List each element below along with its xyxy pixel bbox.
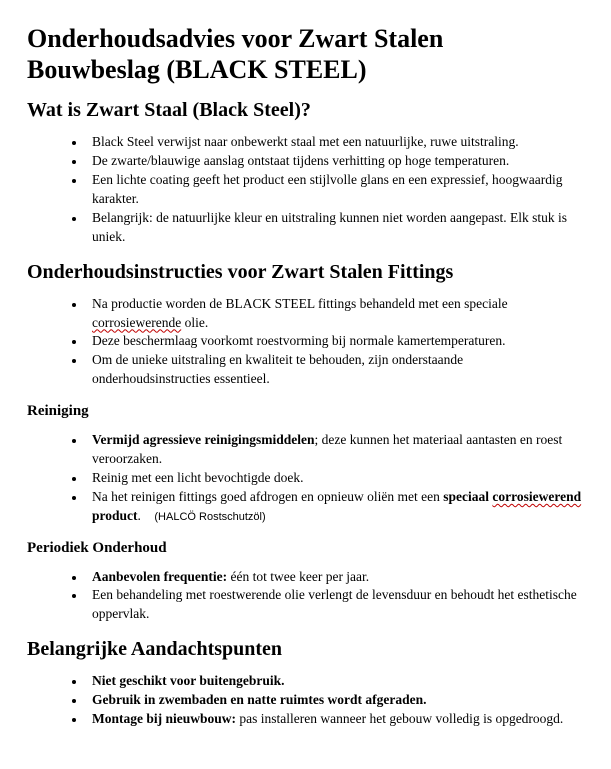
text-run: Montage bij nieuwbouw: [92, 711, 237, 727]
bullet-list [27, 431, 584, 525]
bullet-item [86, 710, 584, 729]
bullet-item [86, 133, 584, 152]
bullet-list [27, 133, 584, 246]
text-run: Om de unieke uitstraling en kwaliteit te behouden, zijn onderstaande onderhoudsinstructies essentieel. [92, 352, 464, 387]
bullet-list [27, 672, 584, 729]
bullet-item [86, 691, 584, 710]
text-run: Na het reinigen fittings goed afdrogen en opnieuw oliën met een [92, 488, 444, 504]
section-periodiek-onderhoud [27, 539, 584, 625]
text-run: Na productie worden de BLACK STEEL fittings behandeld met een speciale [92, 295, 508, 311]
section-heading: Belangrijke Aandachtspunten [27, 638, 283, 661]
section-wat-is-zwart-staal-black-steel [27, 98, 584, 246]
bullet-item [86, 469, 584, 488]
bullet-item [86, 672, 584, 691]
bullet-list [27, 295, 584, 389]
document-title: Onderhoudsadvies voor Zwart Stalen Bouwbeslag (BLACK STEEL) [27, 24, 444, 84]
bullet-item [86, 431, 584, 469]
text-run: olie. [181, 314, 209, 330]
bullet-item [86, 351, 584, 389]
section-onderhoudsinstructies-voor-zwart-stalen-fittings [27, 260, 584, 389]
bullet-item [86, 171, 584, 209]
text-run: . [137, 507, 155, 523]
text-run: ; deze kunnen het materiaal aantasten en roest veroorzaken. [92, 432, 563, 467]
section-heading: Onderhoudsinstructies voor Zwart Stalen Fittings [27, 260, 454, 283]
bullet-item [86, 209, 584, 247]
text-run: Een behandeling met roestwerende olie verlengt de levensduur en behoudt het esthetische oppervlak. [92, 587, 577, 622]
bullet-list [27, 568, 584, 625]
text-run: Vermijd agressieve reinigingsmiddelen [92, 432, 315, 448]
document-sections [27, 98, 584, 729]
section-heading: Reiniging [27, 403, 89, 420]
misspelled-word: corrosiewerende [92, 314, 182, 330]
text-run: Reinig met een licht bevochtigde doek. [92, 469, 304, 485]
text-run: Niet geschikt voor buitengebruik. [92, 673, 285, 689]
text-run: Belangrijk: de natuurlijke kleur en uitstraling kunnen niet worden aangepast. Elk stuk is uniek. [92, 209, 568, 244]
bullet-item [86, 152, 584, 171]
section-heading: Wat is Zwart Staal (Black Steel)? [27, 99, 311, 122]
text-run: De zwarte/blauwige aanslag ontstaat tijdens verhitting op hoge temperaturen. [92, 153, 510, 169]
text-run: pas installeren wanneer het gebouw volledig is opgedroogd. [236, 711, 564, 727]
text-run: Een lichte coating geeft het product een stijlvolle glans en een expressief, hoogwaardig karakter. [92, 172, 563, 207]
product-note: (HALCÖ Rostschutzöl) [154, 510, 266, 523]
bullet-item [86, 568, 584, 587]
section-belangrijke-aandachtspunten [27, 637, 584, 729]
bullet-item [86, 295, 584, 333]
text-run: één tot twee keer per jaar. [227, 568, 370, 584]
text-run: Aanbevolen frequentie: [92, 568, 228, 584]
misspelled-word: corrosiewerend [492, 488, 582, 504]
text-run: Black Steel verwijst naar onbewerkt staal met een natuurlijke, ruwe uitstraling. [92, 134, 519, 150]
text-run: speciaal [443, 488, 493, 504]
section-reiniging [27, 402, 584, 525]
text-run: Deze beschermlaag voorkomt roestvorming bij normale kamertemperaturen. [92, 333, 506, 349]
section-heading: Periodiek Onderhoud [27, 539, 167, 556]
text-run: Gebruik in zwembaden en natte ruimtes wordt afgeraden. [92, 692, 427, 708]
bullet-item [86, 586, 584, 624]
bullet-item [86, 488, 584, 526]
text-run: product [92, 507, 138, 523]
bullet-item [86, 332, 584, 351]
